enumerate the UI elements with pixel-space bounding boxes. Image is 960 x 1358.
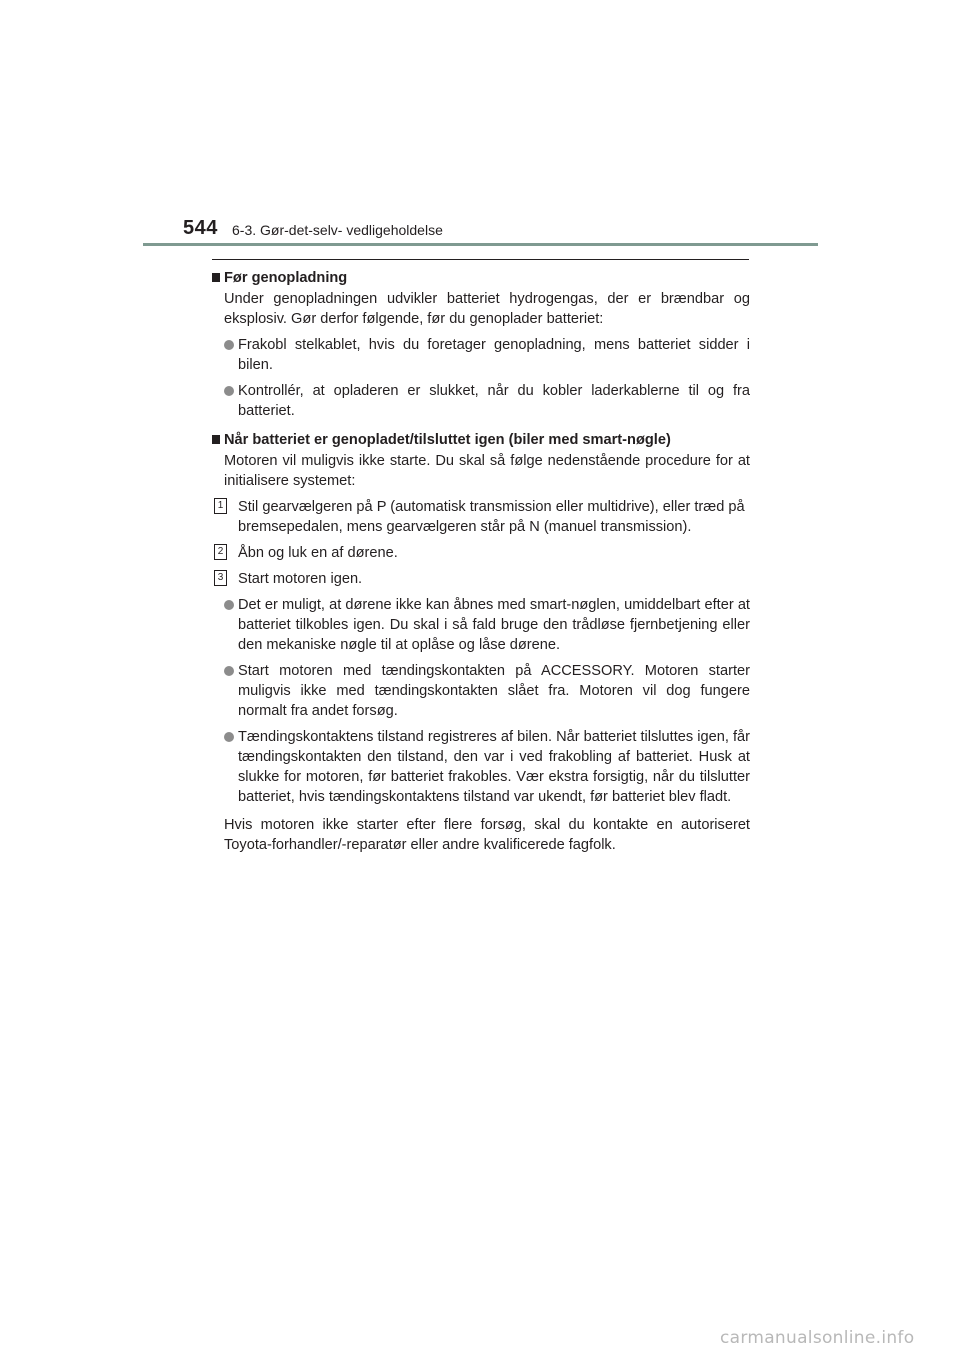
closing-paragraph: Hvis motoren ikke starter efter flere forsøg, skal du kontakte en autoriseret Toyota-forhandler/-reparatør eller andre kvalificerede fagfolk. bbox=[224, 817, 750, 853]
step-number-badge: 2 bbox=[214, 544, 227, 560]
bullet-dot-icon bbox=[224, 732, 234, 742]
step-item bbox=[212, 497, 750, 537]
step-number-badge: 3 bbox=[214, 570, 227, 586]
section-heading bbox=[212, 430, 750, 450]
list-item-text: Tændingskontaktens tilstand registreres af bilen. Når batteriet tilsluttes igen, får tændingskontakten den tilstand, den var i ved frakobling af batteriet. Husk at slukke for motoren, før batteriet frakobles. Vær ekstra forsigtig, når du tilslutter batteriet, hvis tændingskontaktens tilstand var ukendt, før batteriet blev fladt. bbox=[238, 729, 750, 805]
bullet-dot-icon bbox=[224, 600, 234, 610]
list-item-text: Kontrollér, at opladeren er slukket, når du kobler laderkablerne til og fra batteriet. bbox=[238, 383, 750, 419]
list-item-text: Start motoren med tændingskontakten på ACCESSORY. Motoren starter muligvis ikke med tændingskontakten slået fra. Motoren vil dog fungere normalt fra andet forsøg. bbox=[238, 663, 750, 719]
list-item-text: Frakobl stelkablet, hvis du foretager genopladning, mens batteriet sidder i bilen. bbox=[238, 337, 750, 373]
section-heading bbox=[212, 268, 750, 288]
square-bullet-icon bbox=[212, 435, 220, 444]
content-divider bbox=[212, 259, 749, 260]
list-item bbox=[224, 595, 750, 655]
step-item bbox=[212, 543, 750, 563]
heading-text: Når batteriet er genopladet/tilsluttet igen (biler med smart-nøgle) bbox=[224, 432, 671, 448]
step-item bbox=[212, 569, 750, 589]
list-item bbox=[224, 661, 750, 721]
watermark: carmanualsonline.info bbox=[720, 1328, 915, 1348]
step-text: Åbn og luk en af dørene. bbox=[238, 545, 398, 561]
square-bullet-icon bbox=[212, 273, 220, 282]
section-intro: Under genopladningen udvikler batteriet hydrogengas, der er brændbar og eksplosiv. Gør derfor følgende, før du genoplader batteriet: bbox=[224, 291, 750, 327]
step-text: Stil gearvælgeren på P (automatisk transmission eller multidrive), eller træd på bremsepedalen, mens gearvælgeren står på N (manuel transmission). bbox=[238, 499, 745, 535]
heading-text: Før genopladning bbox=[224, 270, 348, 286]
page-number: 544 bbox=[183, 217, 218, 239]
section-intro: Motoren vil muligvis ikke starte. Du skal så følge nedenstående procedure for at initialisere systemet: bbox=[224, 453, 750, 489]
bullet-dot-icon bbox=[224, 386, 234, 396]
section-title: 6-3. Gør-det-selv- vedligeholdelse bbox=[232, 222, 443, 238]
list-item-text: Det er muligt, at dørene ikke kan åbnes med smart-nøglen, umiddelbart efter at batteriet tilkobles igen. Du skal i så fald bruge den trådløse fjernbetjening eller den mekaniske nøgle til at oplåse og låse dørene. bbox=[238, 597, 750, 653]
page-content bbox=[212, 268, 750, 855]
list-item bbox=[224, 381, 750, 421]
bullet-dot-icon bbox=[224, 340, 234, 350]
page-header bbox=[0, 0, 960, 260]
list-item bbox=[224, 727, 750, 807]
bullet-dot-icon bbox=[224, 666, 234, 676]
header-divider bbox=[143, 243, 818, 246]
step-text: Start motoren igen. bbox=[238, 571, 363, 587]
step-number-badge: 1 bbox=[214, 498, 227, 514]
list-item bbox=[224, 335, 750, 375]
